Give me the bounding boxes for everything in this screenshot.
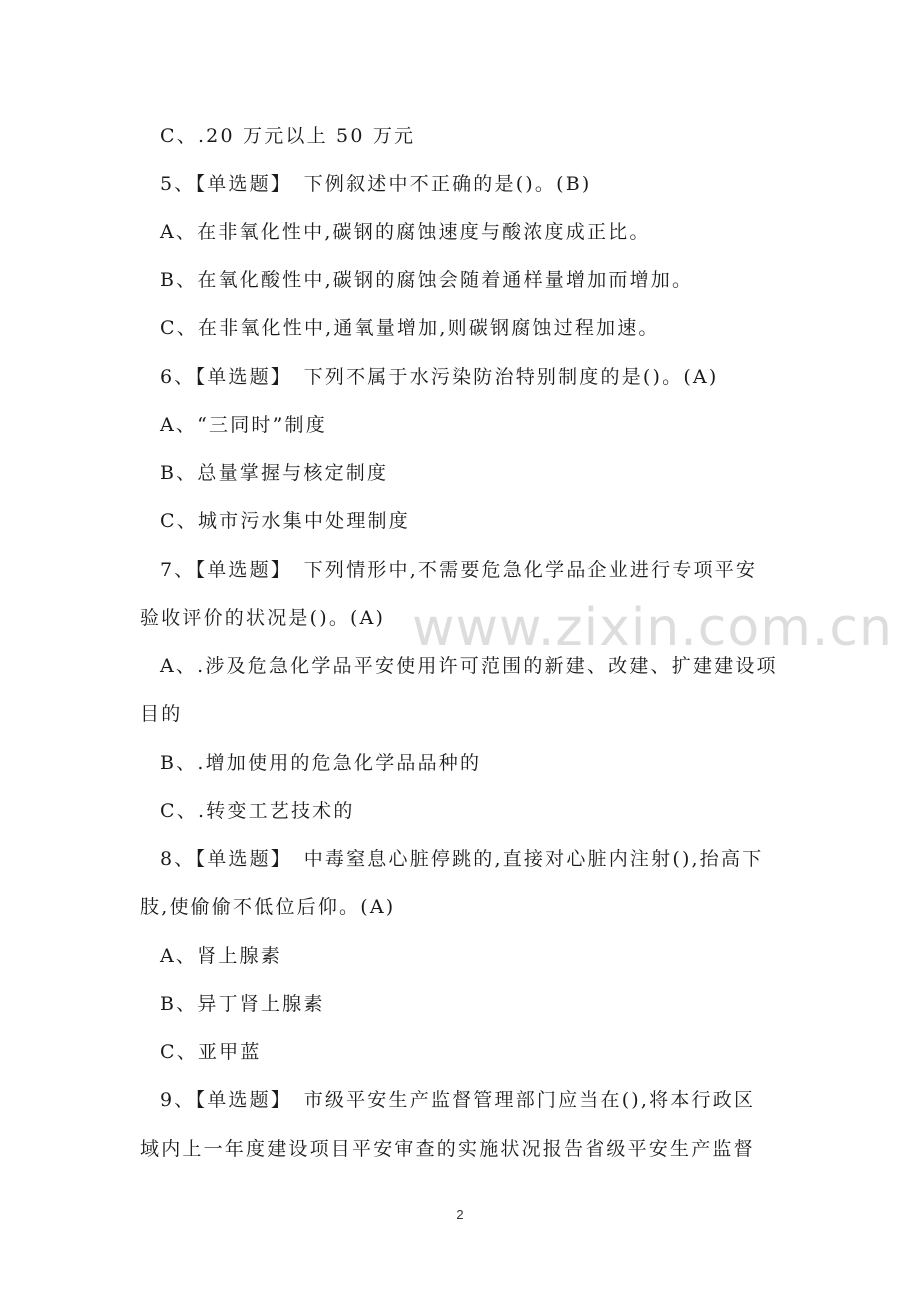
option-line: B、在氧化酸性中,碳钢的腐蚀会随着通样量增加而增加。	[160, 269, 694, 291]
question-line: 7、【单选题】 下列情形中,不需要危急化学品企业进行专项平安	[160, 559, 758, 581]
question-line: 8、【单选题】 中毒窒息心脏停跳的,直接对心脏内注射(),抬高下	[160, 848, 764, 870]
question-line: 9、【单选题】 市级平安生产监督管理部门应当在(),将本行政区	[160, 1089, 756, 1111]
question-line-continued: 肢,使偷偷不低位后仰。(A)	[140, 896, 396, 918]
question-line: 5、【单选题】 下例叙述中不正确的是()。(B)	[160, 173, 592, 195]
option-line: C、.转变工艺技术的	[160, 800, 355, 822]
option-line: A、肾上腺素	[160, 945, 282, 967]
option-line-continued: 目的	[140, 703, 183, 725]
option-line: A、在非氧化性中,碳钢的腐蚀速度与酸浓度成正比。	[160, 221, 651, 243]
option-line: B、总量掌握与核定制度	[160, 462, 389, 484]
option-line: C、亚甲蓝	[160, 1041, 262, 1063]
watermark: www.zixin.com.cn	[412, 598, 893, 658]
option-line: B、异丁肾上腺素	[160, 993, 325, 1015]
option-line: C、城市污水集中处理制度	[160, 510, 410, 532]
option-line: C、在非氧化性中,通氧量增加,则碳钢腐蚀过程加速。	[160, 317, 660, 339]
option-line: A、“三同时”制度	[160, 414, 327, 436]
option-line: C、.20 万元以上 50 万元	[160, 125, 416, 147]
question-line-continued: 域内上一年度建设项目平安审查的实施状况报告省级平安生产监督	[140, 1138, 755, 1160]
question-line: 6、【单选题】 下列不属于水污染防治特别制度的是()。(A)	[160, 366, 719, 388]
option-line: A、.涉及危急化学品平安使用许可范围的新建、改建、扩建建设项	[160, 655, 778, 677]
option-line: B、.增加使用的危急化学品品种的	[160, 752, 482, 774]
question-line-continued: 验收评价的状况是()。(A)	[140, 607, 386, 629]
page-number: 2	[456, 1207, 464, 1222]
